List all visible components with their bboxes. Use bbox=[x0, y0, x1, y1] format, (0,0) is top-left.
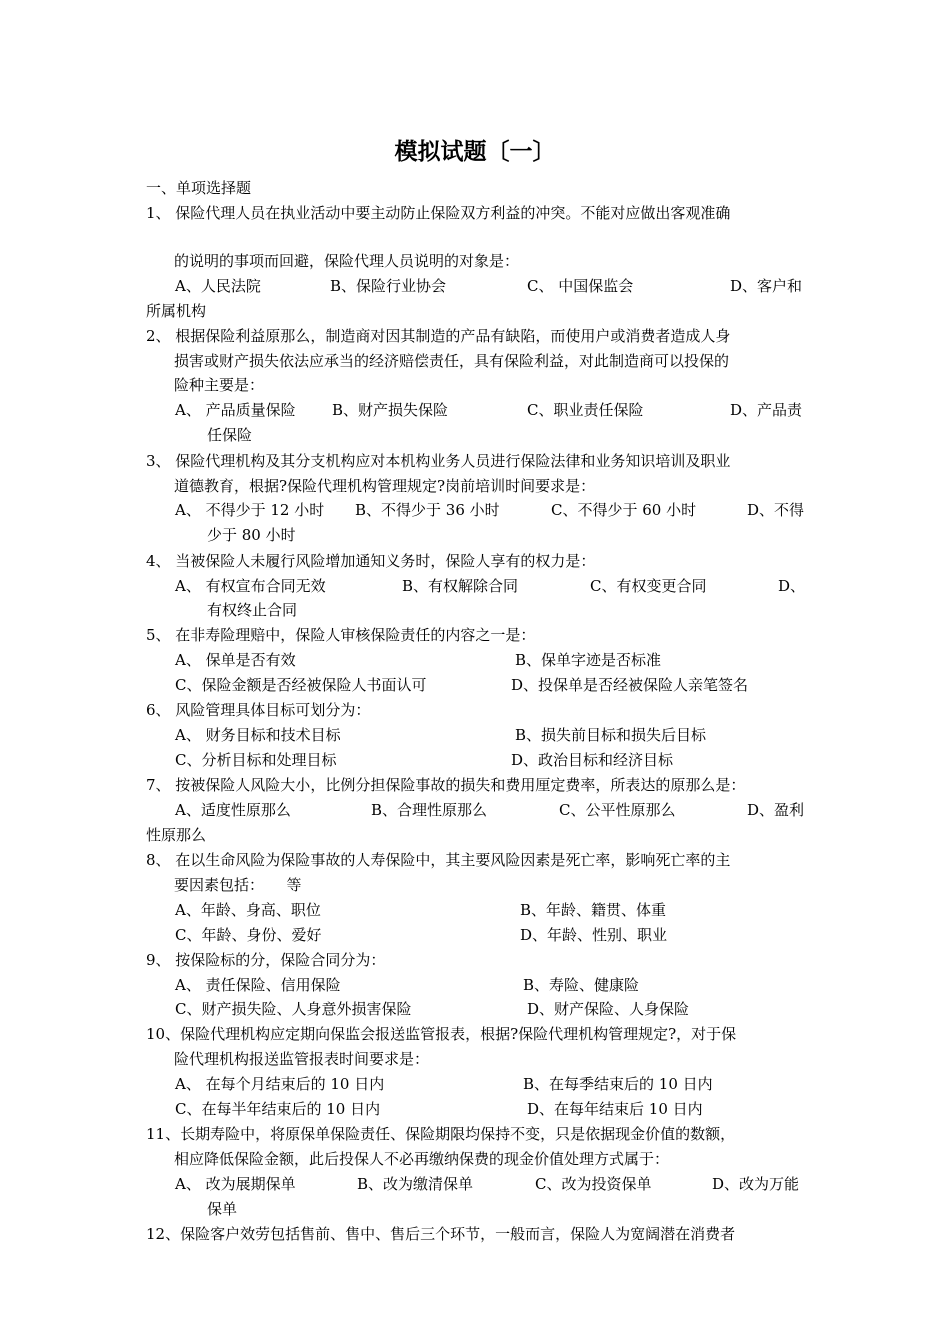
question-stem-line: 9、 按保险标的分，保险合同分为： bbox=[146, 951, 386, 969]
answer-option: A、 有权宣布合同无效 bbox=[175, 577, 326, 595]
answer-option: B、在每季结束后的 10 日内 bbox=[523, 1075, 713, 1093]
question-stem-line: 5、 在非寿险理赔中，保险人审核保险责任的内容之一是： bbox=[146, 626, 536, 644]
answer-option: A、 责任保险、信用保险 bbox=[175, 976, 341, 994]
answer-option: D、年龄、性别、职业 bbox=[520, 926, 668, 944]
answer-option: D、财产保险、人身保险 bbox=[527, 1000, 690, 1018]
answer-option: D、在每年结束后 10 日内 bbox=[527, 1100, 703, 1118]
answer-option: 保单 bbox=[207, 1200, 238, 1218]
answer-option: B、有权解除合同 bbox=[402, 577, 519, 595]
question-stem-line: 1、 保险代理人员在执业活动中要主动防止保险双方利益的冲突。不能对应做出客观准确 bbox=[146, 204, 731, 222]
answer-option: 所属机构 bbox=[146, 302, 207, 320]
answer-option: D、盈利 bbox=[747, 801, 805, 819]
answer-option: B、不得少于 36 小时 bbox=[355, 501, 500, 519]
question-stem-line: 2、 根据保险利益原那么，制造商对因其制造的产品有缺陷，而使用户或消费者造成人身 bbox=[146, 327, 731, 345]
question-stem-line: 7、 按被保险人风险大小，比例分担保险事故的损失和费用厘定费率，所表达的原那么是： bbox=[146, 776, 746, 794]
question-stem-line: 险种主要是： bbox=[174, 376, 265, 394]
answer-option: A、 改为展期保单 bbox=[175, 1175, 296, 1193]
answer-option: C、保险金额是否经被保险人书面认可 bbox=[175, 676, 427, 694]
answer-option: D、产品责 bbox=[730, 401, 803, 419]
answer-option: 有权终止合同 bbox=[207, 601, 298, 619]
answer-option: A、 不得少于 12 小时 bbox=[175, 501, 325, 519]
question-stem-line: 4、 当被保险人未履行风险增加通知义务时，保险人享有的权力是： bbox=[146, 552, 596, 570]
answer-option: C、 中国保监会 bbox=[527, 277, 634, 295]
answer-option: A、 财务目标和技术目标 bbox=[175, 726, 341, 744]
answer-option: C、公平性原那么 bbox=[559, 801, 676, 819]
answer-option: 少于 80 小时 bbox=[207, 526, 296, 544]
answer-option: D、 bbox=[778, 577, 806, 595]
answer-option: D、投保单是否经被保险人亲笔签名 bbox=[511, 676, 749, 694]
answer-option: B、改为缴清保单 bbox=[357, 1175, 474, 1193]
question-stem-line: 险代理机构报送监管报表时间要求是： bbox=[174, 1050, 430, 1068]
section-heading: 一、单项选择题 bbox=[146, 179, 252, 197]
answer-option: A、年龄、身高、职位 bbox=[175, 901, 321, 919]
question-stem-line: 10、保险代理机构应定期向保监会报送监管报表，根据?保险代理机构管理规定?，对于保 bbox=[146, 1025, 737, 1043]
answer-option: B、年龄、籍贯、体重 bbox=[520, 901, 667, 919]
answer-option: B、损失前目标和损失后目标 bbox=[515, 726, 707, 744]
answer-option: D、政治目标和经济目标 bbox=[511, 751, 674, 769]
answer-option: C、不得少于 60 小时 bbox=[551, 501, 697, 519]
answer-option: A、人民法院 bbox=[175, 277, 261, 295]
question-stem-line: 要因素包括： 等 bbox=[174, 876, 302, 894]
answer-option: A、 保单是否有效 bbox=[175, 651, 296, 669]
answer-option: D、客户和 bbox=[730, 277, 803, 295]
answer-option: C、财产损失险、人身意外损害保险 bbox=[175, 1000, 412, 1018]
answer-option: 性原那么 bbox=[146, 826, 207, 844]
page-title: 模拟试题〔一〕 bbox=[394, 139, 556, 165]
answer-option: B、保单字迹是否标准 bbox=[515, 651, 662, 669]
answer-option: B、财产损失保险 bbox=[332, 401, 449, 419]
answer-option: A、 产品质量保险 bbox=[175, 401, 296, 419]
question-stem-line: 12、保险客户效劳包括售前、售中、售后三个环节，一般而言，保险人为宽阔潜在消费者 bbox=[146, 1225, 736, 1243]
answer-option: C、有权变更合同 bbox=[590, 577, 707, 595]
answer-option: D、不得 bbox=[747, 501, 805, 519]
answer-option: 任保险 bbox=[207, 426, 253, 444]
answer-option: B、寿险、健康险 bbox=[523, 976, 640, 994]
answer-option: B、保险行业协会 bbox=[330, 277, 447, 295]
question-stem-line: 3、 保险代理机构及其分支机构应对本机构业务人员进行保险法律和业务知识培训及职业 bbox=[146, 452, 731, 470]
answer-option: C、在每半年结束后的 10 日内 bbox=[175, 1100, 381, 1118]
question-stem-line: 8、 在以生命风险为保险事故的人寿保险中，其主要风险因素是死亡率，影响死亡率的主 bbox=[146, 851, 731, 869]
question-stem-line: 损害或财产损失依法应承当的经济赔偿责任，具有保险利益，对此制造商可以投保的 bbox=[174, 352, 730, 370]
question-stem-line: 6、 风险管理具体目标可划分为： bbox=[146, 701, 371, 719]
answer-option: C、职业责任保险 bbox=[527, 401, 644, 419]
question-stem-line: 相应降低保险金额，此后投保人不必再缴纳保费的现金价值处理方式属于： bbox=[174, 1150, 670, 1168]
answer-option: C、改为投资保单 bbox=[535, 1175, 652, 1193]
answer-option: A、 在每个月结束后的 10 日内 bbox=[175, 1075, 385, 1093]
answer-option: B、合理性原那么 bbox=[371, 801, 488, 819]
answer-option: C、年龄、身份、爱好 bbox=[175, 926, 322, 944]
answer-option: D、改为万能 bbox=[712, 1175, 800, 1193]
question-stem-line: 道德教育，根据?保险代理机构管理规定?岗前培训时间要求是： bbox=[174, 477, 596, 495]
question-stem-line: 的说明的事项而回避，保险代理人员说明的对象是： bbox=[174, 252, 520, 270]
answer-option: C、分析目标和处理目标 bbox=[175, 751, 337, 769]
answer-option: A、适度性原那么 bbox=[175, 801, 291, 819]
question-stem-line: 11、长期寿险中，将原保单保险责任、保险期限均保持不变，只是依据现金价值的数额， bbox=[146, 1125, 736, 1143]
